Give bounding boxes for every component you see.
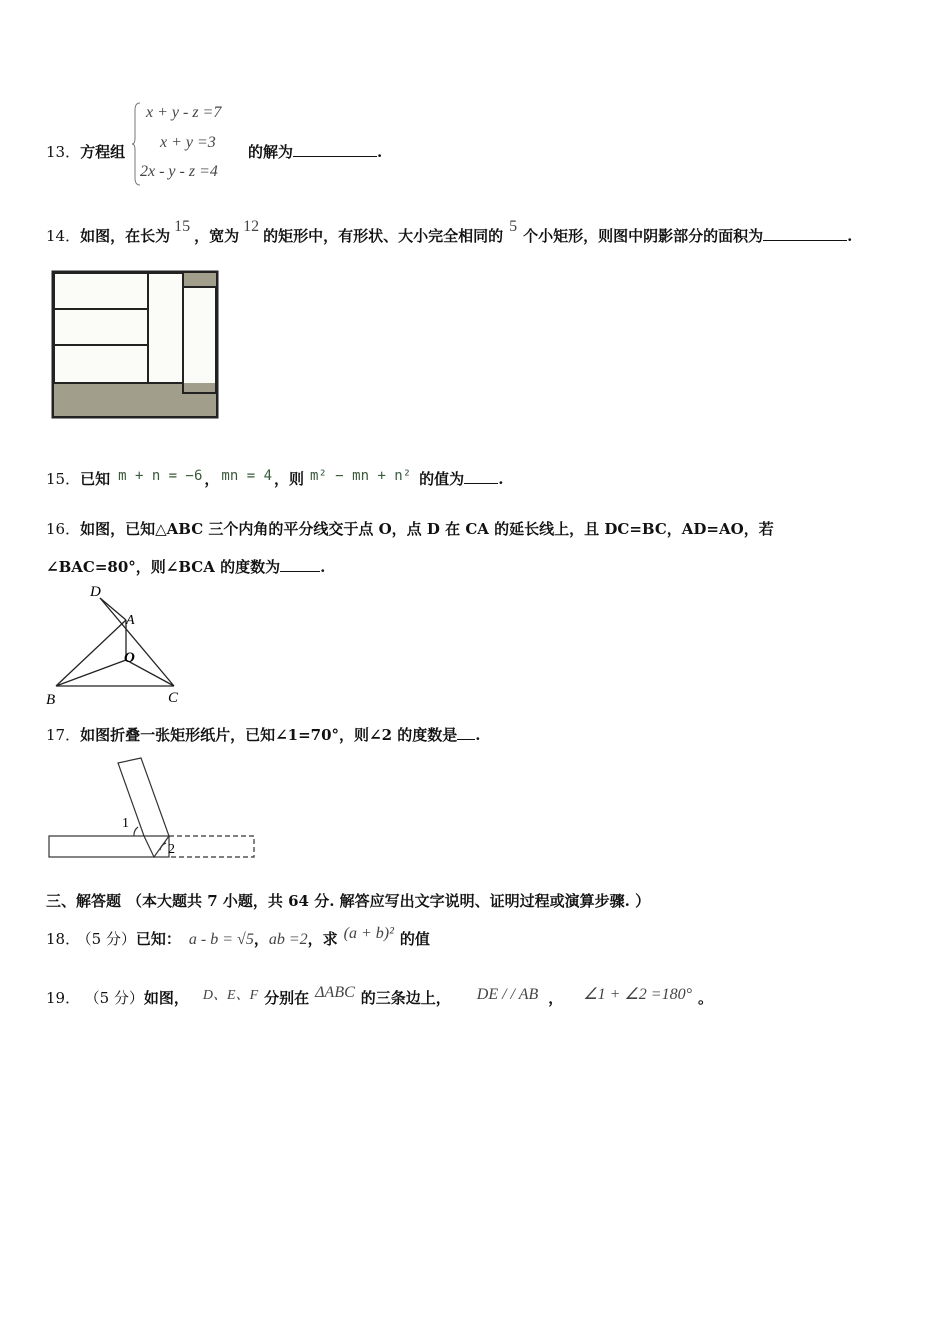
question-text: 方程组: [80, 143, 126, 161]
formula-3: DE / / AB: [476, 986, 539, 1003]
answer-blank: [280, 570, 320, 572]
answer-blank: [763, 239, 847, 241]
question-16-line-2: ∠BAC=80°，则∠BCA 的度数为 .: [46, 558, 326, 576]
question-number: 16．: [46, 520, 81, 538]
question-13-answer: 的解为 .: [248, 143, 383, 161]
question-number: 18．: [46, 930, 81, 948]
label-D: D: [90, 584, 101, 600]
shaded-region-bottom: [54, 383, 216, 416]
question-17: 17．如图折叠一张矩形纸片，已知∠1=70°，则∠2 的度数是 .: [46, 726, 481, 744]
rectangle-figure: [50, 270, 220, 420]
folded-paper-figure: [46, 755, 260, 861]
question-16: 16．如图，已知△ABC 三个内角的平分线交于点 O，点 D 在 CA 的延长线上，且 DC=BC，AD=AO，若: [46, 520, 774, 538]
question-14: 14．如图，在长为15，宽为12的矩形中，有形状、大小完全相同的5个小矩形，则图中阴影部分的面积为 .: [46, 218, 853, 245]
triangle-figure: [42, 580, 192, 708]
question-13: [46, 141, 125, 162]
formula-1: D、E、F: [202, 988, 259, 1003]
angle-2-label: 2: [168, 842, 175, 857]
system-equation-1: x + y - z =7: [146, 104, 222, 121]
question-number: 17．: [46, 726, 81, 744]
label-B: B: [46, 692, 56, 708]
section-title: 三、解答题: [46, 892, 122, 910]
section-3-header: [46, 890, 650, 911]
question-number: 19．: [46, 989, 81, 1007]
formula-1: a - b = √5: [188, 931, 254, 948]
question-number: 15．: [46, 470, 81, 488]
question-18: 18． （5 分）已知： a - b = √5，ab =2，求 (a + b)² 的值: [46, 925, 430, 948]
count-value: 5: [509, 218, 518, 235]
section-note: （本大题共 7 小题，共 64 分. 解答应写出文字说明、证明过程或演算步骤. ）: [127, 892, 651, 910]
question-number: 13．: [46, 143, 81, 161]
label-O: O: [124, 650, 135, 666]
system-equation-3: 2x - y - z =4: [140, 163, 218, 180]
formula-4: ∠1 + ∠2 =180°: [583, 986, 692, 1003]
length-value: 15: [174, 218, 191, 235]
formula-3: (a + b)²: [343, 925, 394, 942]
question-score: （5 分）: [84, 930, 136, 948]
formula-3: m² − mn + n²: [310, 468, 412, 484]
system-equation-2: x + y =3: [160, 134, 216, 151]
answer-blank: [293, 155, 377, 157]
question-number: 14．: [46, 227, 81, 245]
width-value: 12: [243, 218, 260, 235]
question-text: 的解为: [248, 143, 294, 161]
question-score: （5 分）: [92, 989, 144, 1007]
question-19: 19． （5 分）如图， D、E、F 分别在 ΔABC 的三条边上， DE / / AB ， ∠1 + ∠2 =180° 。: [46, 984, 713, 1007]
angle-1-label: 1: [122, 816, 129, 831]
label-C: C: [168, 690, 179, 706]
label-A: A: [126, 613, 135, 628]
formula-2: ΔABC: [315, 984, 355, 1001]
question-15: 15．已知 m + n = −6 ， mn = 4 ，则 m² − mn + n² 的值为 .: [46, 468, 504, 488]
formula-2: mn = 4: [221, 468, 272, 484]
formula-1: m + n = −6: [118, 468, 203, 484]
answer-blank: [464, 482, 498, 484]
answer-blank: [457, 738, 475, 740]
shaded-region-top-right: [183, 273, 216, 287]
formula-2: ab =2: [268, 931, 308, 948]
